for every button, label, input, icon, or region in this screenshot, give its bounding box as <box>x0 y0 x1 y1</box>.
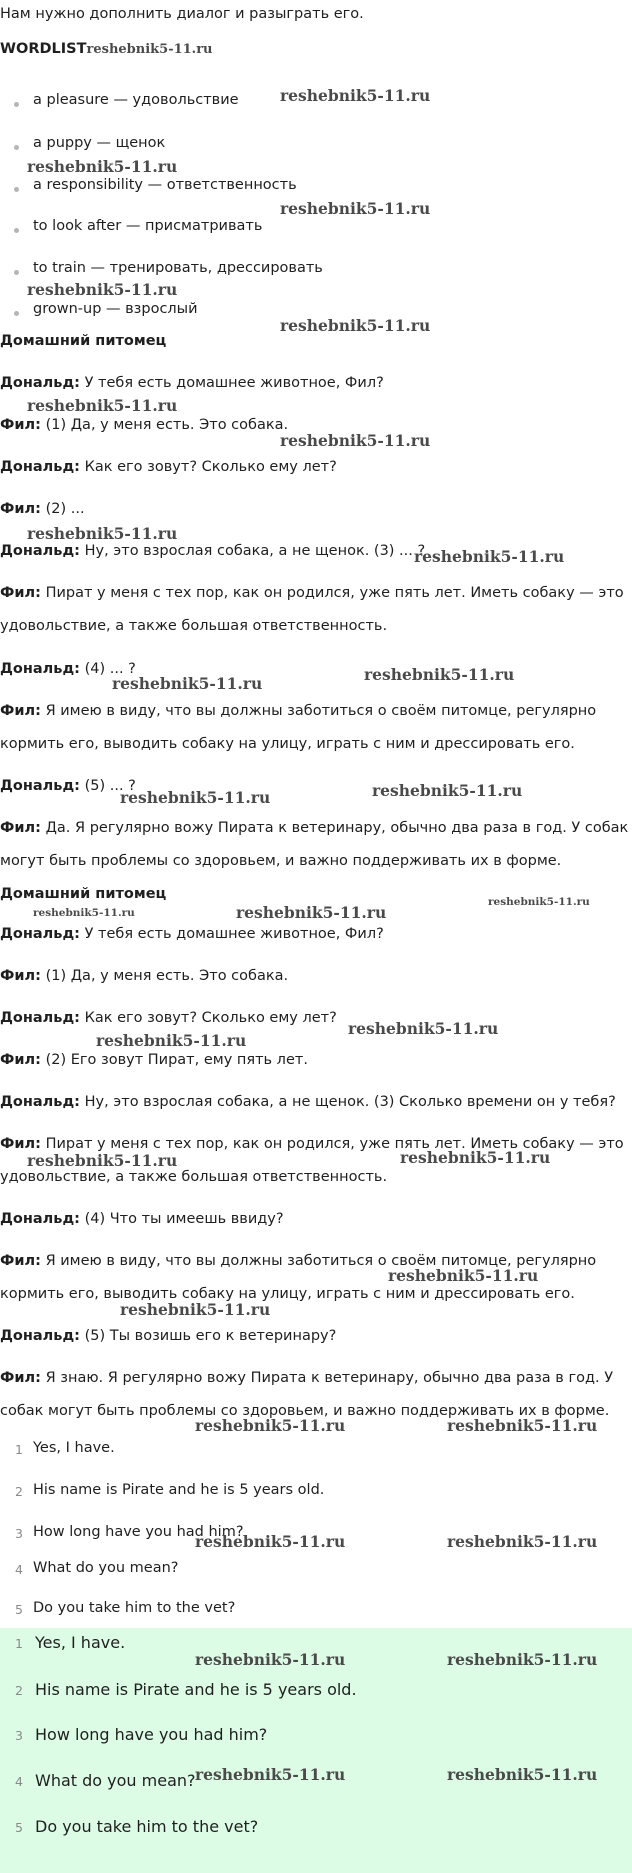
speaker: Фил: <box>0 417 41 433</box>
watermark: reshebnik5-11.ru <box>447 1532 598 1551</box>
dialog-line <box>0 375 384 391</box>
watermark: reshebnik5-11.ru <box>280 199 431 218</box>
watermark: reshebnik5-11.ru <box>86 42 213 57</box>
watermark: reshebnik5-11.ru <box>400 1148 551 1167</box>
line-text: Да. Я регулярно вожу Пирата к ветеринару, обычно два раза в год. У собак <box>40 820 629 836</box>
line-text: (2) Его зовут Пират, ему пять лет. <box>40 1052 308 1068</box>
watermark: reshebnik5-11.ru <box>33 907 135 919</box>
watermark: reshebnik5-11.ru <box>447 1416 598 1435</box>
dialog-line <box>0 1052 308 1068</box>
speaker: Фил: <box>0 585 41 601</box>
speaker: Дональд: <box>0 1094 80 1110</box>
answer-text: How long have you had him? <box>35 1725 268 1744</box>
answer-text: What do you mean? <box>33 1560 179 1576</box>
wordlist-label: WORDLIST <box>0 41 87 57</box>
line-text: У тебя есть домашнее животное, Фил? <box>79 375 384 391</box>
watermark: reshebnik5-11.ru <box>280 316 431 335</box>
dialog-line <box>0 1094 616 1110</box>
answer-text: His name is Pirate and he is 5 years old. <box>33 1482 325 1498</box>
line-text: У тебя есть домашнее животное, Фил? <box>79 926 384 942</box>
speaker: Фил: <box>0 968 41 984</box>
speaker: Фил: <box>0 501 41 517</box>
watermark: reshebnik5-11.ru <box>120 788 271 807</box>
watermark: reshebnik5-11.ru <box>236 903 387 922</box>
line-text: (5) ... ? <box>79 778 136 794</box>
speaker: Фил: <box>0 1052 41 1068</box>
wordlist-item: a pleasure — удовольствие <box>33 92 239 108</box>
dialog-line-cont: собак могут быть проблемы со здоровьем, и важно поддерживать их в форме. <box>0 1403 610 1419</box>
dialog-line <box>0 778 136 794</box>
answer-number: 5 <box>15 1602 23 1617</box>
dialog-line <box>0 820 628 836</box>
speaker: Дональд: <box>0 1010 80 1026</box>
watermark: reshebnik5-11.ru <box>488 896 590 908</box>
watermark: reshebnik5-11.ru <box>447 1765 598 1784</box>
watermark: reshebnik5-11.ru <box>195 1765 346 1784</box>
wordlist-item: a puppy — щенок <box>33 135 166 151</box>
speaker: Фил: <box>0 703 41 719</box>
line-text: (2) ... <box>40 501 85 517</box>
line-text: Я имею в виду, что вы должны заботиться о своём питомце, регулярно <box>40 1253 597 1269</box>
answer-text: Yes, I have. <box>35 1633 126 1652</box>
bullet-icon <box>14 187 19 192</box>
watermark: reshebnik5-11.ru <box>372 781 523 800</box>
dialog-title: Домашний питомец <box>0 333 167 349</box>
watermark: reshebnik5-11.ru <box>364 665 515 684</box>
line-text: (4) Что ты имеешь ввиду? <box>79 1211 284 1227</box>
wordlist-item: to train — тренировать, дрессировать <box>33 260 323 276</box>
dialog-line <box>0 585 624 601</box>
speaker: Дональд: <box>0 1211 80 1227</box>
watermark: reshebnik5-11.ru <box>96 1031 247 1050</box>
line-text: Пират у меня с тех пор, как он родился, уже пять лет. Иметь собаку — это <box>40 1136 624 1152</box>
speaker: Фил: <box>0 820 41 836</box>
dialog-line <box>0 968 288 984</box>
watermark: reshebnik5-11.ru <box>195 1416 346 1435</box>
answer-number: 3 <box>15 1526 23 1541</box>
answer-number: 4 <box>15 1774 23 1789</box>
line-text: Как его зовут? Сколько ему лет? <box>79 1010 337 1026</box>
line-text: Как его зовут? Сколько ему лет? <box>79 459 337 475</box>
speaker: Дональд: <box>0 661 80 677</box>
dialog-line <box>0 501 85 517</box>
watermark: reshebnik5-11.ru <box>280 431 431 450</box>
watermark: reshebnik5-11.ru <box>27 1151 178 1170</box>
dialog-line <box>0 459 337 475</box>
watermark: reshebnik5-11.ru <box>195 1650 346 1669</box>
watermark: reshebnik5-11.ru <box>195 1532 346 1551</box>
watermark: reshebnik5-11.ru <box>27 524 178 543</box>
answer-text: Do you take him to the vet? <box>33 1600 236 1616</box>
dialog-line <box>0 543 425 559</box>
dialog-line-cont: кормить его, выводить собаку на улицу, играть с ним и дрессировать его. <box>0 736 575 752</box>
watermark: reshebnik5-11.ru <box>414 547 565 566</box>
answer-number: 1 <box>15 1636 23 1651</box>
speaker: Дональд: <box>0 543 80 559</box>
dialog-line <box>0 1370 613 1386</box>
bullet-icon <box>14 270 19 275</box>
speaker: Дональд: <box>0 1328 80 1344</box>
speaker: Дональд: <box>0 926 80 942</box>
answer-text: His name is Pirate and he is 5 years old. <box>35 1680 357 1699</box>
answer-number: 2 <box>15 1484 23 1499</box>
line-text: (1) Да, у меня есть. Это собака. <box>40 968 289 984</box>
dialog-line <box>0 703 596 719</box>
speaker: Дональд: <box>0 459 80 475</box>
watermark: reshebnik5-11.ru <box>27 157 178 176</box>
bullet-icon <box>14 228 19 233</box>
dialog-title: Домашний питомец <box>0 886 167 902</box>
answer-text: Do you take him to the vet? <box>35 1817 259 1836</box>
answer-text: Yes, I have. <box>33 1440 115 1456</box>
dialog-line <box>0 1010 337 1026</box>
watermark: reshebnik5-11.ru <box>120 1300 271 1319</box>
watermark: reshebnik5-11.ru <box>27 280 178 299</box>
dialog-line-cont: кормить его, выводить собаку на улицу, играть с ним и дрессировать его. <box>0 1286 575 1302</box>
answer-number: 4 <box>15 1562 23 1577</box>
dialog-line-cont: удовольствие, а также большая ответственность. <box>0 1169 388 1185</box>
dialog-line <box>0 1211 284 1227</box>
line-text: Пират у меня с тех пор, как он родился, уже пять лет. Иметь собаку — это <box>40 585 624 601</box>
wordlist-item: a responsibility — ответственность <box>33 177 297 193</box>
dialog-line <box>0 1328 336 1344</box>
line-text: (5) Ты возишь его к ветеринару? <box>79 1328 337 1344</box>
bullet-icon <box>14 145 19 150</box>
watermark: reshebnik5-11.ru <box>388 1266 539 1285</box>
bullet-icon <box>14 311 19 316</box>
watermark: reshebnik5-11.ru <box>112 674 263 693</box>
dialog-line <box>0 417 288 433</box>
speaker: Дональд: <box>0 778 80 794</box>
speaker: Дональд: <box>0 375 80 391</box>
watermark: reshebnik5-11.ru <box>447 1650 598 1669</box>
line-text: Я знаю. Я регулярно вожу Пирата к ветеринару, обычно два раза в год. У <box>40 1370 614 1386</box>
speaker: Фил: <box>0 1136 41 1152</box>
line-text: Ну, это взрослая собака, а не щенок. (3) ... ? <box>79 543 426 559</box>
answer-number: 3 <box>15 1728 23 1743</box>
watermark: reshebnik5-11.ru <box>27 396 178 415</box>
dialog-line <box>0 926 384 942</box>
wordlist-item: grown-up — взрослый <box>33 301 198 317</box>
line-text: (4) ... ? <box>79 661 136 677</box>
line-text: Я имею в виду, что вы должны заботиться о своём питомце, регулярно <box>40 703 597 719</box>
wordlist-heading <box>0 41 213 57</box>
bullet-icon <box>14 102 19 107</box>
intro-text: Нам нужно дополнить диалог и разыграть его. <box>0 6 364 22</box>
speaker: Фил: <box>0 1370 41 1386</box>
wordlist-item: to look after — присматривать <box>33 218 263 234</box>
watermark: reshebnik5-11.ru <box>280 86 431 105</box>
line-text: (1) Да, у меня есть. Это собака. <box>40 417 289 433</box>
answer-text: What do you mean? <box>35 1771 196 1790</box>
answer-text: How long have you had him? <box>33 1524 244 1540</box>
watermark: reshebnik5-11.ru <box>348 1019 499 1038</box>
answer-number: 1 <box>15 1442 23 1457</box>
dialog-line-cont: удовольствие, а также большая ответственность. <box>0 618 388 634</box>
speaker: Фил: <box>0 1253 41 1269</box>
answer-number: 5 <box>15 1820 23 1835</box>
answer-number: 2 <box>15 1683 23 1698</box>
dialog-line-cont: могут быть проблемы со здоровьем, и важно поддерживать их в форме. <box>0 853 562 869</box>
line-text: Ну, это взрослая собака, а не щенок. (3) Сколько времени он у тебя? <box>79 1094 616 1110</box>
